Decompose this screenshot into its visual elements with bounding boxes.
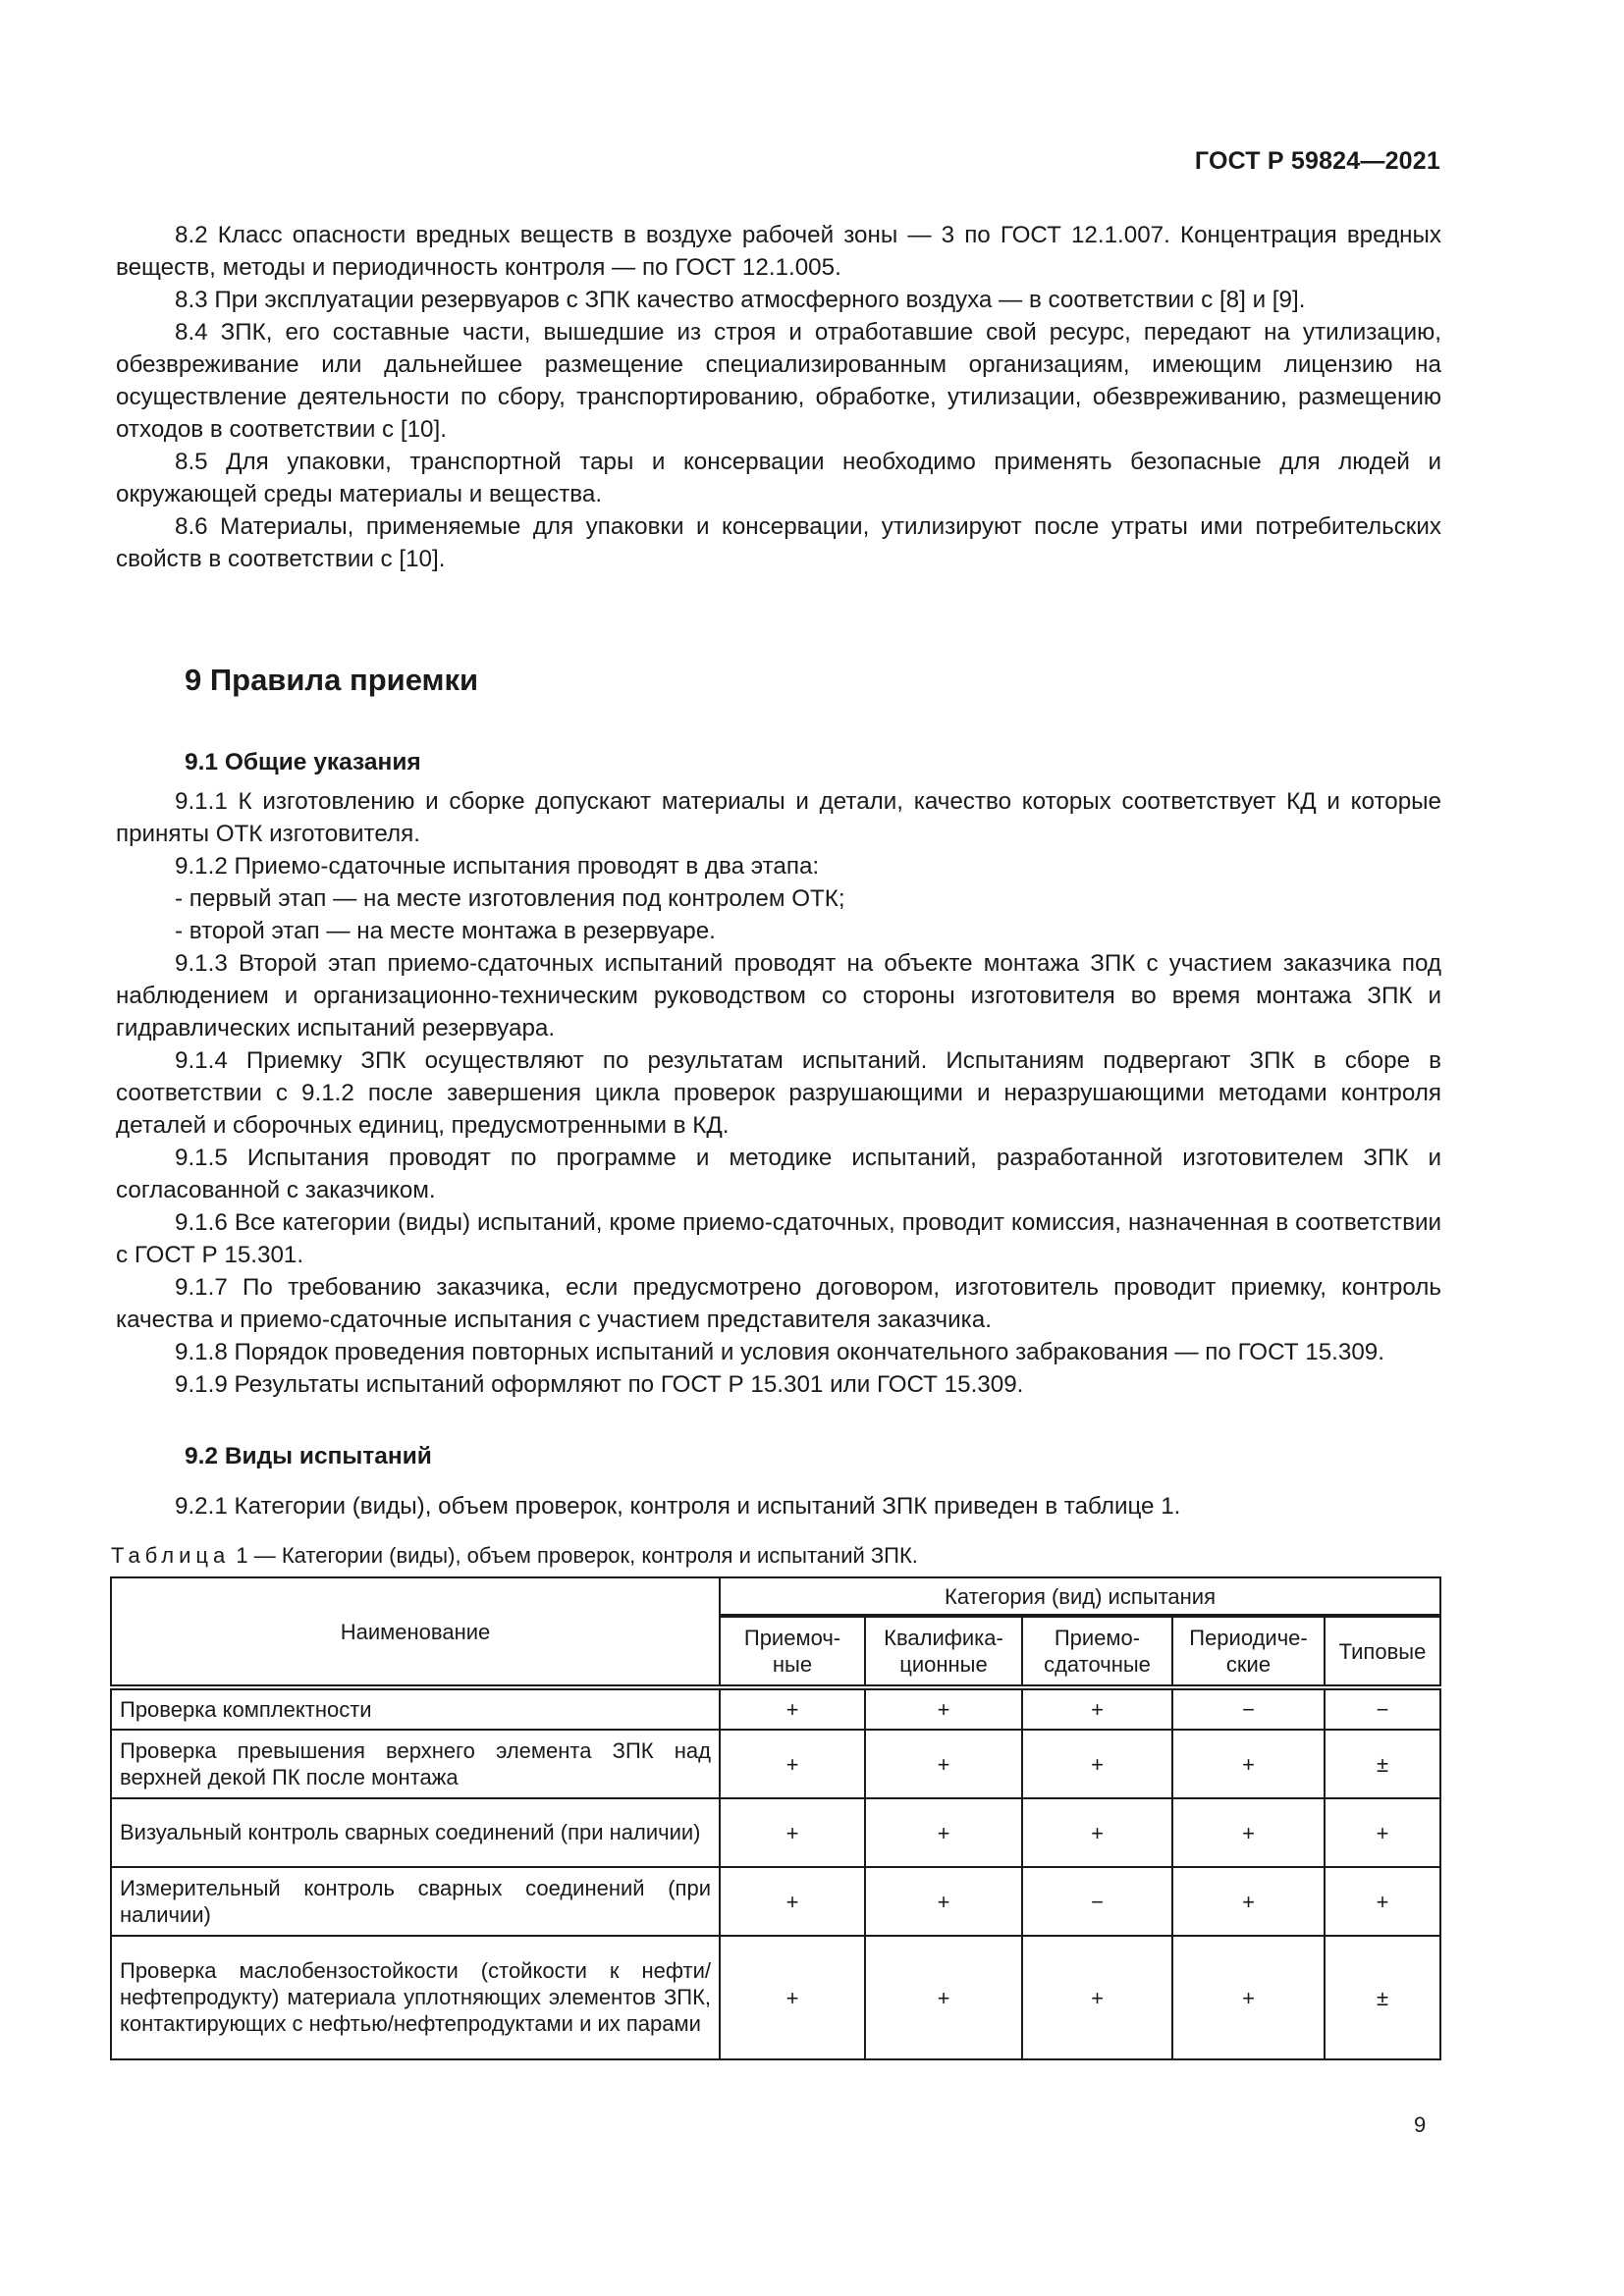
page-number: 9 — [1414, 2112, 1427, 2137]
cell-acceptance: + — [720, 1687, 865, 1730]
subsection-9-1-body — [116, 785, 1441, 1401]
row-name: Измерительный контроль сварных соединений (при наличии) — [111, 1867, 720, 1936]
document-code-header: ГОСТ Р 59824—2021 — [1194, 147, 1440, 175]
paragraph-9-2-1: 9.2.1 Категории (виды), объем проверок, контроля и испытаний ЗПК приведен в таблице 1. — [175, 1493, 1181, 1520]
cell-acceptance-delivery: + — [1022, 1687, 1172, 1730]
table-caption-text: 1 — Категории (виды), объем проверок, контроля и испытаний ЗПК. — [230, 1543, 918, 1568]
cell-periodic: + — [1172, 1867, 1325, 1936]
row-name: Визуальный контроль сварных соединений (при наличии) — [111, 1798, 720, 1867]
paragraph-8-6: 8.6 Материалы, применяемые для упаковки и консервации, утилизируют после утраты ими потребительских свойств в соответствии с [10]. — [116, 513, 1441, 572]
list-item-stage-1: - первый этап — на месте изготовления под контролем ОТК; — [175, 885, 845, 912]
cell-acceptance: + — [720, 1936, 865, 2059]
cell-qualification: + — [865, 1687, 1022, 1730]
cell-qualification: + — [865, 1867, 1022, 1936]
cell-type: − — [1325, 1687, 1440, 1730]
column-header-acceptance: Приемоч- ные — [720, 1616, 865, 1687]
cell-acceptance-delivery: + — [1022, 1798, 1172, 1867]
cell-acceptance: + — [720, 1867, 865, 1936]
list-item-stage-2: - второй этап — на месте монтажа в резервуаре. — [175, 918, 716, 944]
cell-periodic: + — [1172, 1798, 1325, 1867]
section-8-body — [116, 219, 1441, 575]
cell-type: + — [1325, 1867, 1440, 1936]
cell-periodic: − — [1172, 1687, 1325, 1730]
column-header-type: Типовые — [1325, 1616, 1440, 1687]
cell-acceptance: + — [720, 1798, 865, 1867]
table-1 — [110, 1576, 1441, 2060]
row-name: Проверка превышения верхнего элемента ЗПК над верхней декой ПК после монтажа — [111, 1730, 720, 1798]
cell-acceptance-delivery: + — [1022, 1730, 1172, 1798]
paragraph-9-1-1: 9.1.1 К изготовлению и сборке допускают материалы и детали, качество которых соответствует КД и которые приняты ОТК изготовителя. — [116, 788, 1441, 847]
cell-type: ± — [1325, 1936, 1440, 2059]
subsection-9-1-heading: 9.1 Общие указания — [185, 749, 421, 775]
section-9-heading: 9 Правила приемки — [185, 663, 479, 697]
cell-acceptance: + — [720, 1730, 865, 1798]
table-row — [111, 1936, 1440, 2059]
paragraph-9-1-3: 9.1.3 Второй этап приемо-сдаточных испытаний проводят на объекте монтажа ЗПК с участием заказчика под наблюдением и организационно-техническим руководством со стороны изготовителя во время монтажа ЗПК и гидравлических испытаний резервуара. — [116, 950, 1441, 1041]
column-header-periodic: Периодиче- ские — [1172, 1616, 1325, 1687]
subsection-9-2-body — [116, 1490, 1441, 1522]
cell-qualification: + — [865, 1730, 1022, 1798]
row-name: Проверка маслобензостойкости (стойкости к нефти/нефтепродукту) материала уплотняющих элементов ЗПК, контактирующих с нефтью/нефтепродуктами и их парами — [111, 1936, 720, 2059]
paragraph-9-1-8: 9.1.8 Порядок проведения повторных испытаний и условия окончательного забракования — по ГОСТ 15.309. — [175, 1339, 1384, 1365]
paragraph-9-1-9: 9.1.9 Результаты испытаний оформляют по ГОСТ Р 15.301 или ГОСТ 15.309. — [175, 1371, 1024, 1398]
column-header-qualification: Квалифика- ционные — [865, 1616, 1022, 1687]
paragraph-9-1-2: 9.1.2 Приемо-сдаточные испытания проводят в два этапа: — [175, 853, 820, 880]
table-row — [111, 1867, 1440, 1936]
paragraph-8-2: 8.2 Класс опасности вредных веществ в воздухе рабочей зоны — 3 по ГОСТ 12.1.007. Концентрация вредных веществ, методы и периодичность контроля — по ГОСТ 12.1.005. — [116, 222, 1441, 281]
table-row — [111, 1798, 1440, 1867]
column-header-category: Категория (вид) испытания — [720, 1577, 1440, 1616]
paragraph-8-4: 8.4 ЗПК, его составные части, вышедшие из строя и отработавшие свой ресурс, передают на утилизацию, обезвреживание или дальнейшее размещение специализированным организациям, имеющим лицензию на осуществление деятельности по сбору, транспортированию, обработке, утилизации, обезвреживанию, размещению отходов в соответствии с [10]. — [116, 319, 1441, 443]
table-caption-label: Таблица — [111, 1543, 231, 1568]
paragraph-8-3: 8.3 При эксплуатации резервуаров с ЗПК качество атмосферного воздуха — в соответствии с [8] и [9]. — [175, 287, 1306, 313]
cell-acceptance-delivery: − — [1022, 1867, 1172, 1936]
paragraph-9-1-7: 9.1.7 По требованию заказчика, если предусмотрено договором, изготовитель проводит приемку, контроль качества и приемо-сдаточные испытания с участием представителя заказчика. — [116, 1274, 1441, 1333]
paragraph-9-1-6: 9.1.6 Все категории (виды) испытаний, кроме приемо-сдаточных, проводит комиссия, назначенная в соответствии с ГОСТ Р 15.301. — [116, 1209, 1441, 1268]
cell-acceptance-delivery: + — [1022, 1936, 1172, 2059]
table-1-caption — [111, 1543, 918, 1569]
paragraph-9-1-5: 9.1.5 Испытания проводят по программе и методике испытаний, разработанной изготовителем ЗПК и согласованной с заказчиком. — [116, 1145, 1441, 1203]
cell-type: + — [1325, 1798, 1440, 1867]
table-row — [111, 1687, 1440, 1730]
cell-type: ± — [1325, 1730, 1440, 1798]
cell-periodic: + — [1172, 1730, 1325, 1798]
table-row — [111, 1730, 1440, 1798]
column-header-acceptance-delivery: Приемо- сдаточные — [1022, 1616, 1172, 1687]
subsection-9-2-heading: 9.2 Виды испытаний — [185, 1443, 432, 1469]
column-header-name: Наименование — [111, 1577, 720, 1687]
paragraph-8-5: 8.5 Для упаковки, транспортной тары и консервации необходимо применять безопасные для людей и окружающей среды материалы и вещества. — [116, 449, 1441, 507]
cell-qualification: + — [865, 1798, 1022, 1867]
cell-periodic: + — [1172, 1936, 1325, 2059]
paragraph-9-1-4: 9.1.4 Приемку ЗПК осуществляют по результатам испытаний. Испытаниям подвергают ЗПК в сборе в соответствии с 9.1.2 после завершения цикла проверок разрушающими и неразрушающими методами контроля деталей и сборочных единиц, предусмотренными в КД. — [116, 1047, 1441, 1139]
cell-qualification: + — [865, 1936, 1022, 2059]
row-name: Проверка комплектности — [111, 1687, 720, 1730]
